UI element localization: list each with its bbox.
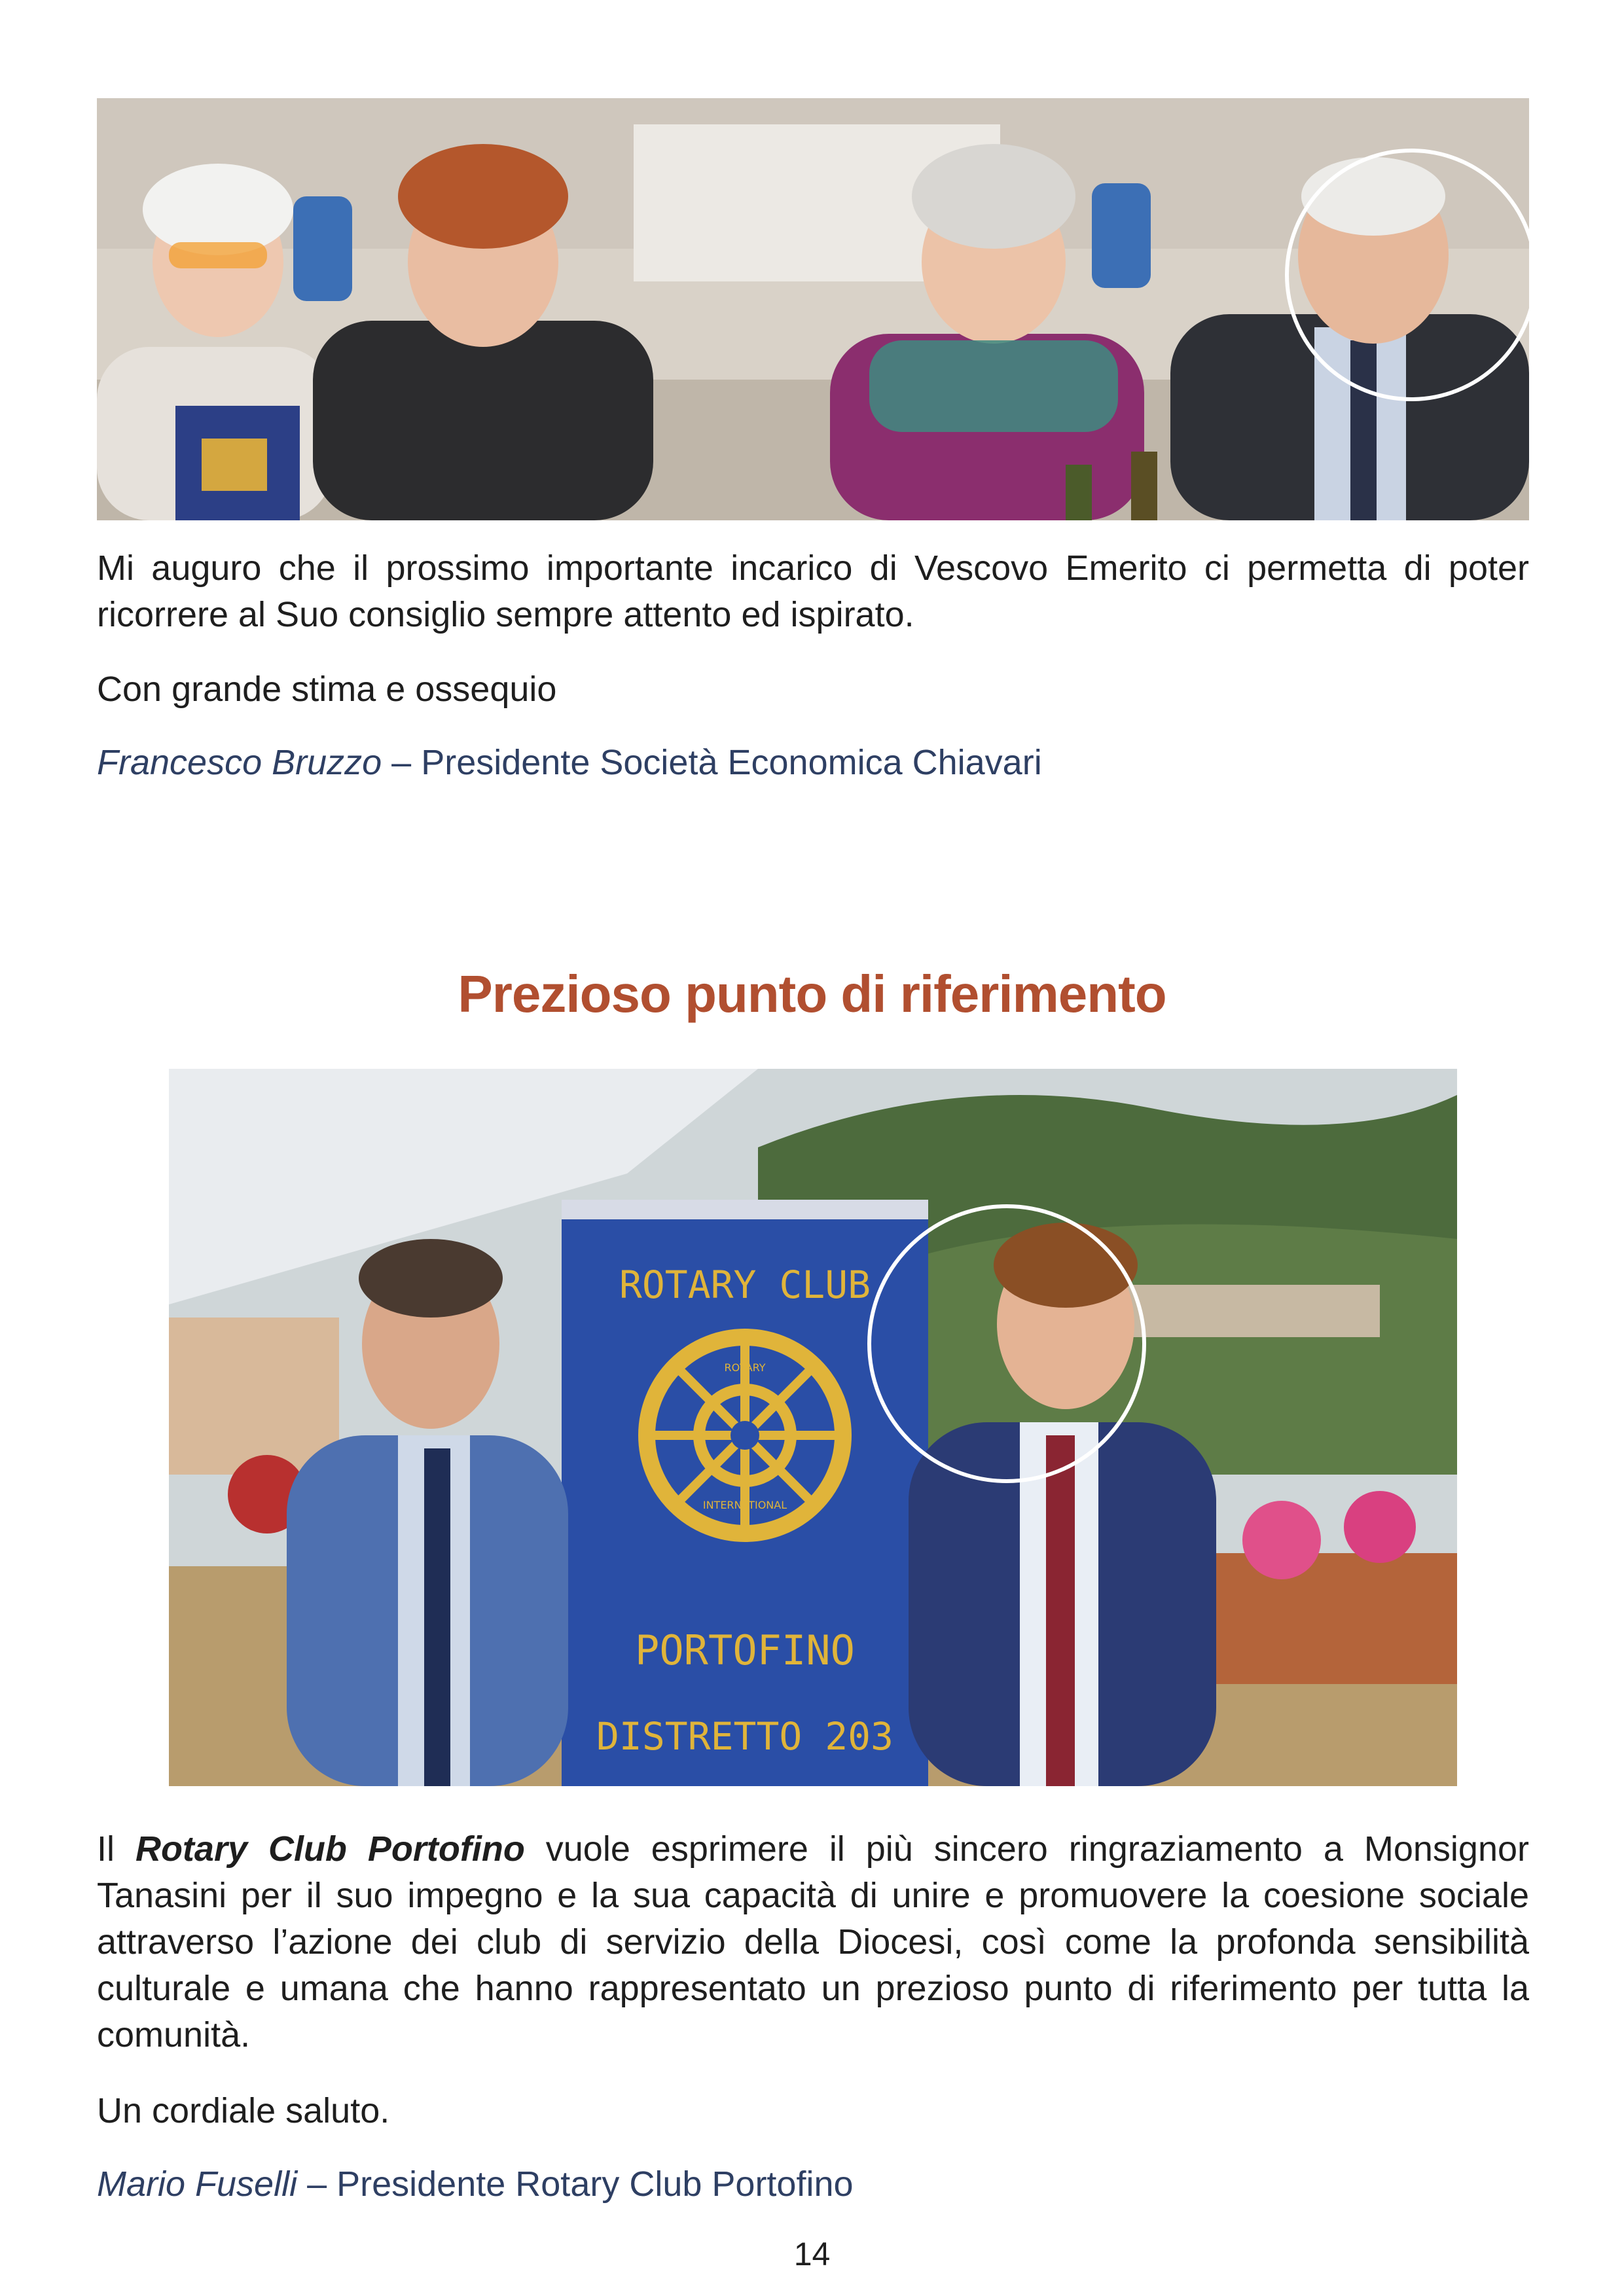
rotary-photo [169, 1069, 1457, 1786]
emblem-top: ROTARY [724, 1361, 766, 1374]
page-number: 14 [793, 2236, 831, 2272]
group-photo-icon [97, 98, 1529, 520]
rotary-photo-icon [169, 1069, 1457, 1786]
emblem-bottom: INTERNATIONAL [702, 1499, 787, 1511]
group-photo [97, 98, 1529, 520]
para-prefix: Il [97, 1829, 135, 1869]
paragraph-rotary [97, 1826, 1529, 2058]
rotary-club-name: Rotary Club Portofino [135, 1829, 525, 1869]
signature-role: – Presidente Società Economica Chiavari [382, 743, 1042, 782]
section-title: Prezioso punto di riferimento [458, 965, 1166, 1023]
signature-fuselli [97, 2161, 854, 2208]
banner-line2: PORTOFINO [635, 1626, 855, 1674]
signature-name: Francesco Bruzzo [97, 743, 382, 782]
paragraph-greeting: Un cordiale saluto. [97, 2091, 390, 2130]
signature-role: – Presidente Rotary Club Portofino [297, 2164, 854, 2204]
banner-line3: DISTRETTO 203 [596, 1714, 893, 1759]
banner-line1: ROTARY CLUB [619, 1263, 871, 1307]
paragraph-wishes: Mi auguro che il prossimo importante incarico di Vescovo Emerito ci permetta di poter ricorrere al Suo consiglio sempre attento ed ispirato. [97, 548, 1529, 634]
signature-bruzzo [97, 740, 1042, 786]
paragraph-regards: Con grande stima e ossequio [97, 670, 557, 709]
signature-name: Mario Fuselli [97, 2164, 298, 2204]
para-rest: vuole esprimere il più sincero ringraziamento a Monsignor Tanasini per il suo impegno e la sua capacità di unire e promuovere la coesione sociale attraverso l’azione dei club di servizio della Diocesi, così come la profonda sensibilità culturale e umana che hanno rappresentato un prezioso punto di riferimento per tutta la comunità. [97, 1829, 1529, 2054]
